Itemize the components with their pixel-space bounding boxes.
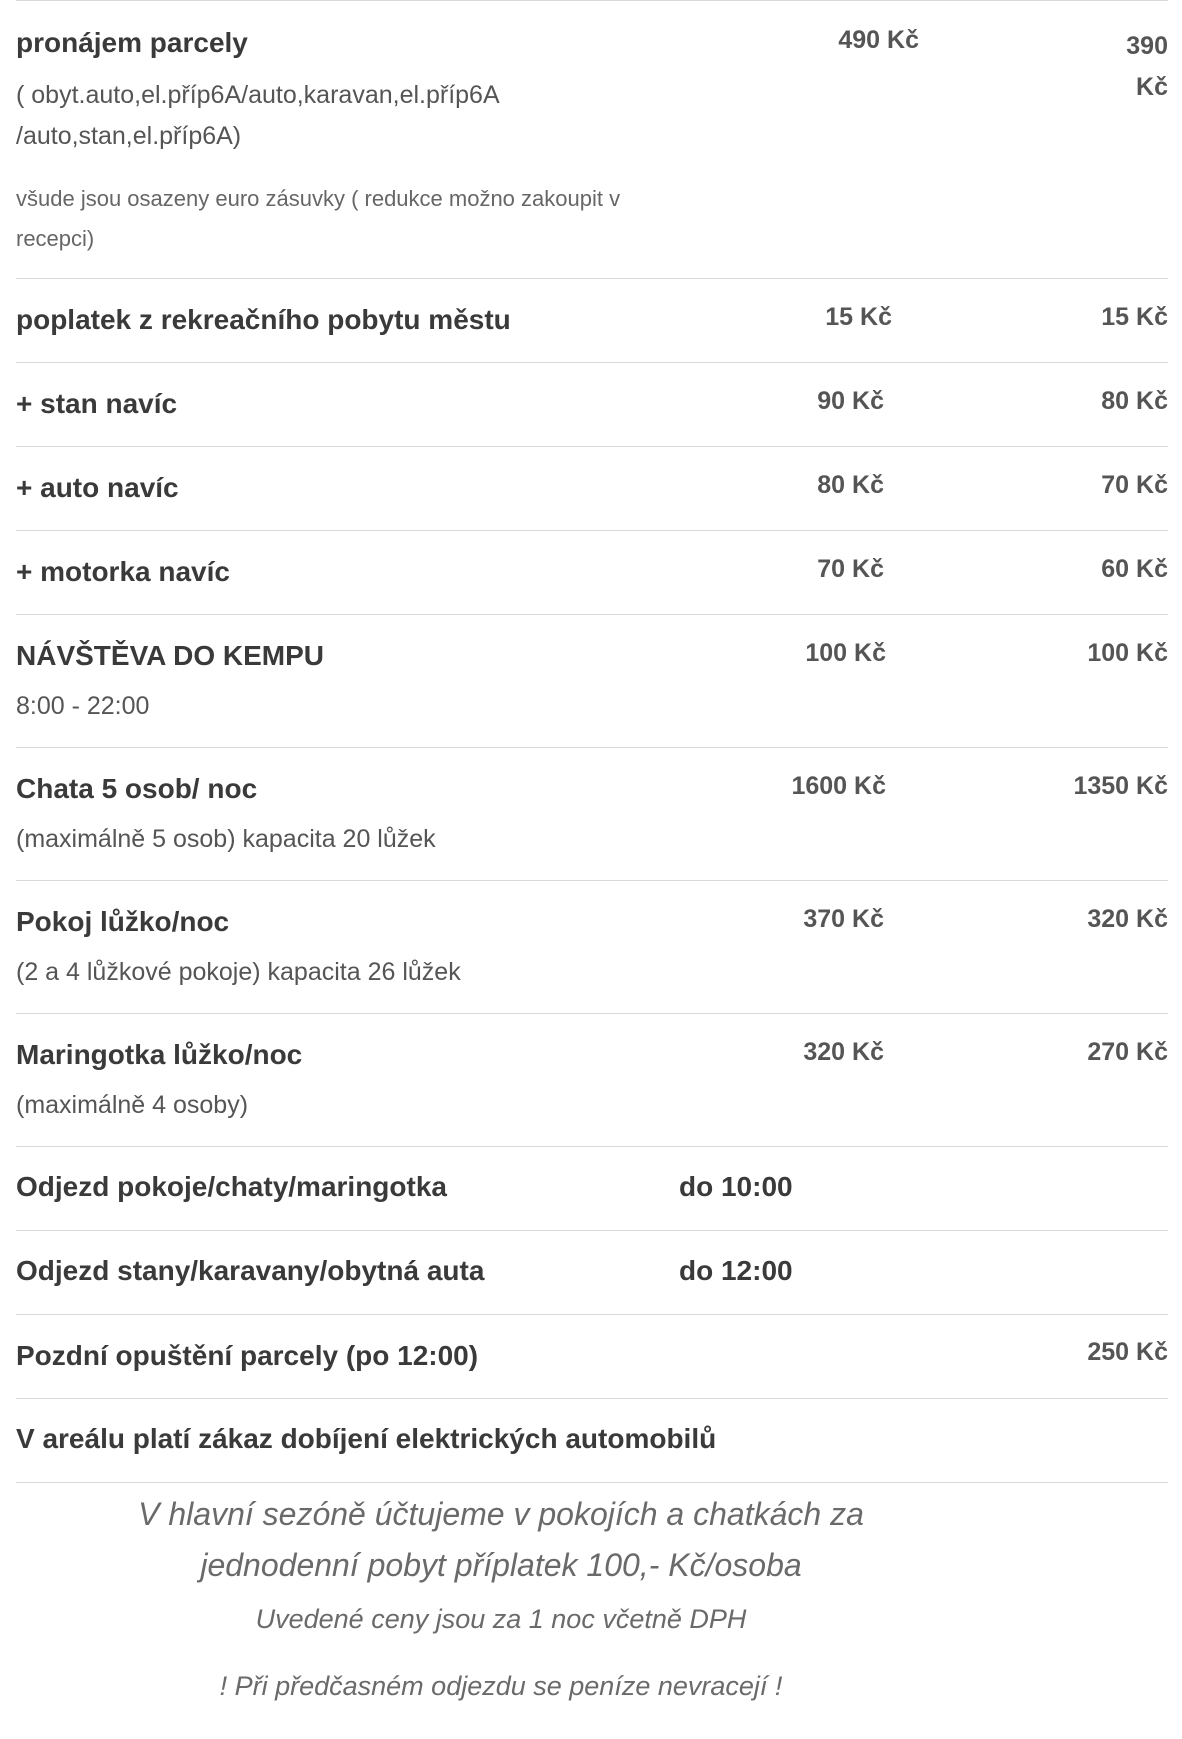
row-label: + auto navíc (16, 472, 179, 503)
row-label: Odjezd stany/karavany/obytná auta (16, 1255, 485, 1286)
row-sub: (2 a 4 lůžkové pokoje) kapacita 26 lůžek (16, 958, 461, 986)
price-offseason: 320 Kč (1087, 905, 1168, 933)
table-row-odjezd-stany (16, 1230, 1168, 1314)
price-offseason: 270 Kč (1087, 1038, 1168, 1066)
row-label: poplatek z rekreačního pobytu městu (16, 304, 511, 335)
footer-season-surcharge-note: V hlavní sezóně účtujeme v pokojích a chatkách za jednodenní pobyt příplatek 100,- Kč/osoba (138, 1496, 864, 1583)
price-season: 80 Kč (817, 471, 884, 499)
price-season: 15 Kč (825, 303, 892, 331)
footer-price-note: Uvedené ceny jsou za 1 noc včetně DPH (255, 1604, 747, 1634)
checkout-time: do 10:00 (679, 1171, 793, 1202)
price-offseason: 100 Kč (1087, 639, 1168, 667)
row-label: Pokoj lůžko/noc (16, 906, 230, 937)
row-label: Odjezd pokoje/chaty/maringotka (16, 1171, 447, 1202)
row-label: pronájem parcely (16, 27, 248, 58)
table-row-maringotka (16, 1013, 1168, 1146)
price-offseason: 390 Kč (1126, 32, 1168, 101)
table-row-motorka (16, 530, 1168, 614)
price-offseason: 70 Kč (1101, 471, 1168, 499)
price-offseason: 1350 Kč (1073, 772, 1168, 800)
price-season: 490 Kč (838, 26, 919, 54)
price-season: 100 Kč (805, 639, 886, 667)
price-late-departure: 250 Kč (1087, 1338, 1168, 1366)
table-row-pozdni (16, 1314, 1168, 1398)
table-row-parcela (16, 0, 1168, 278)
row-label: Chata 5 osob/ noc (16, 773, 258, 804)
price-season: 320 Kč (803, 1038, 884, 1066)
price-offseason: 15 Kč (1101, 303, 1168, 331)
row-label: + stan navíc (16, 388, 178, 419)
row-sub: ( obyt.auto,el.příp6A/auto,karavan,el.příp6A /auto,stan,el.příp6A) (16, 81, 499, 150)
row-label: NÁVŠTĚVA DO KEMPU (16, 640, 325, 671)
price-season: 70 Kč (817, 555, 884, 583)
footer-refund-note: ! Při předčasném odjezdu se peníze nevracejí ! (219, 1671, 783, 1701)
table-row-navsteva (16, 614, 1168, 747)
price-offseason: 60 Kč (1101, 555, 1168, 583)
table-row-poplatek (16, 278, 1168, 362)
row-label: V areálu platí zákaz dobíjení elektrických automobilů (16, 1423, 717, 1454)
table-row-stan (16, 362, 1168, 446)
table-row-zakaz (16, 1398, 1168, 1483)
table-row-odjezd-pokoje (16, 1146, 1168, 1230)
row-note: všude jsou osazeny euro zásuvky ( redukce možno zakoupit v recepci) (16, 186, 621, 251)
row-sub: (maximálně 4 osoby) (16, 1091, 249, 1119)
table-row-pokoj (16, 880, 1168, 1013)
price-table (16, 0, 1168, 1701)
table-row-chata (16, 747, 1168, 880)
price-season: 1600 Kč (791, 772, 886, 800)
checkout-time: do 12:00 (679, 1255, 793, 1286)
price-season: 370 Kč (803, 905, 884, 933)
table-row-auto (16, 446, 1168, 530)
row-sub: (maximálně 5 osob) kapacita 20 lůžek (16, 825, 436, 853)
row-sub: 8:00 - 22:00 (16, 692, 150, 720)
price-offseason: 80 Kč (1101, 387, 1168, 415)
row-label: Pozdní opuštění parcely (po 12:00) (16, 1340, 479, 1371)
row-label: + motorka navíc (16, 556, 230, 587)
row-label: Maringotka lůžko/noc (16, 1039, 303, 1070)
price-season: 90 Kč (817, 387, 884, 415)
